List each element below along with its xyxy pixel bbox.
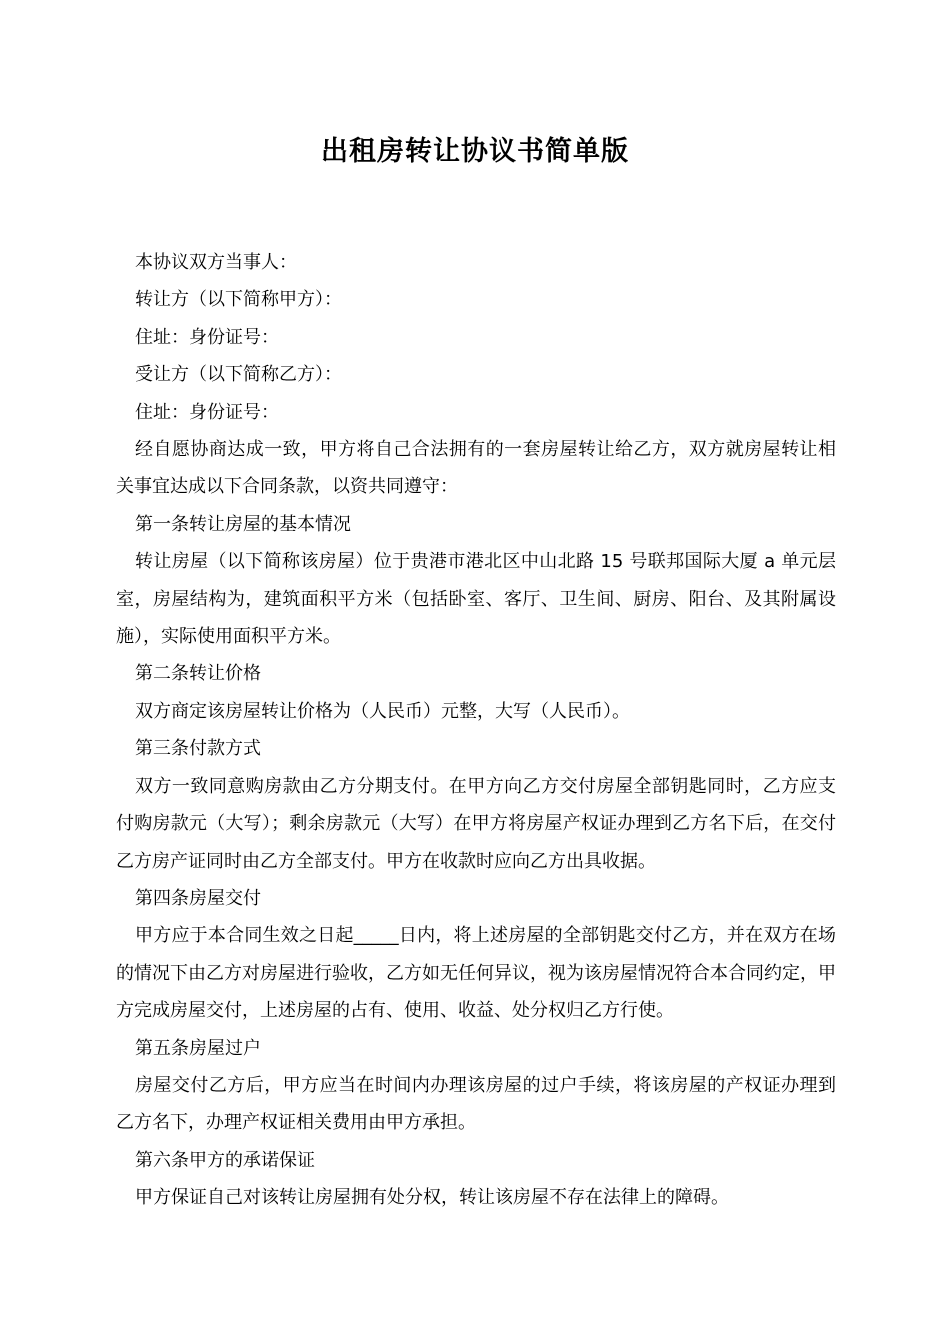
article-5-heading: 第五条房屋过户 bbox=[135, 1037, 261, 1059]
article-2-body: 双方商定该房屋转让价格为（人民币）元整，大写（人民币）。 bbox=[135, 700, 630, 722]
paragraph-agreement-preamble: 经自愿协商达成一致，甲方将自己合法拥有的一套房屋转让给乙方，双方就房屋转让相关事宜达成以下合同条款，以资共同遵守： bbox=[116, 439, 836, 498]
document-title: 出租房转让协议书简单版 bbox=[321, 136, 629, 167]
article-2-heading: 第二条转让价格 bbox=[135, 663, 261, 685]
article-4-body: 甲方应于本合同生效之日起_____日内，将上述房屋的全部钥匙交付乙方，并在双方在场的情况下由乙方对房屋进行验收，乙方如无任何异议，视为该房屋情况符合本合同约定，甲方完成房屋交付，上述房屋的占有、使用、收益、处分权归乙方行使。 bbox=[116, 925, 836, 1022]
paragraph-transferor: 转让方（以下简称甲方）： bbox=[135, 289, 342, 311]
article-3-body: 双方一致同意购房款由乙方分期支付。在甲方向乙方交付房屋全部钥匙同时，乙方应支付购房款元（大写）；剩余房款元（大写）在甲方将房屋产权证办理到乙方名下后，在交付乙方房产证同时由乙方全部支付。甲方在收款时应向乙方出具收据。 bbox=[116, 775, 836, 872]
article-5-body: 房屋交付乙方后，甲方应当在时间内办理该房屋的过户手续，将该房屋的产权证办理到乙方名下，办理产权证相关费用由甲方承担。 bbox=[116, 1074, 836, 1134]
article-4-heading: 第四条房屋交付 bbox=[135, 887, 261, 909]
article-6-heading: 第六条甲方的承诺保证 bbox=[135, 1149, 315, 1171]
article-3-heading: 第三条付款方式 bbox=[135, 738, 261, 760]
article-1-heading: 第一条转让房屋的基本情况 bbox=[135, 513, 351, 535]
paragraph-parties-intro: 本协议双方当事人： bbox=[135, 252, 297, 273]
document-body bbox=[116, 244, 836, 1217]
paragraph-transferor-address: 住址：身份证号： bbox=[135, 326, 279, 348]
paragraph-transferee-address: 住址：身份证号： bbox=[135, 401, 279, 423]
article-6-body: 甲方保证自己对该转让房屋拥有处分权，转让该房屋不存在法律上的障碍。 bbox=[135, 1187, 729, 1209]
paragraph-transferee: 受让方（以下简称乙方）： bbox=[135, 364, 342, 386]
article-1-body: 转让房屋（以下简称该房屋）位于贵港市港北区中山北路 15 号联邦国际大厦 a 单元层室，房屋结构为，建筑面积平方米（包括卧室、客厅、卫生间、厨房、阳台、及其附属设施），实际使用面积平方米。 bbox=[116, 551, 836, 648]
